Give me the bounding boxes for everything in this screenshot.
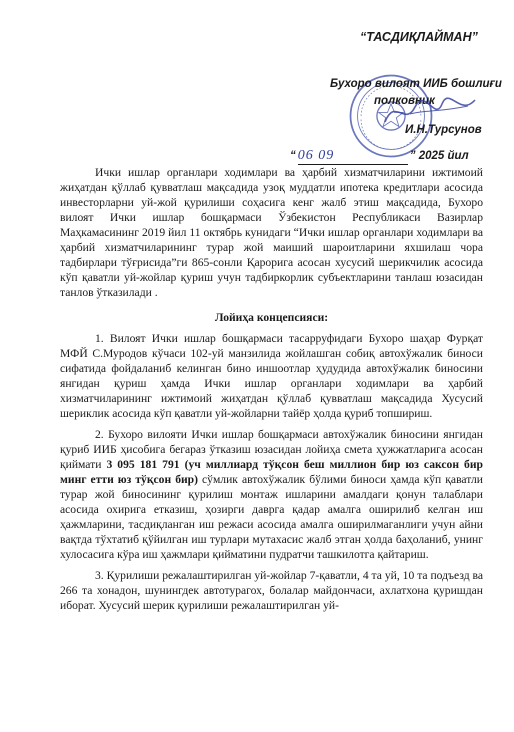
paragraph-2-amount: 3 095 181 791 (уч миллиард тўқсон беш миллион бир юз саксон бир минг етти юз тўқсон бир) xyxy=(60,458,483,486)
section-heading: Лойиҳа концепсияси: xyxy=(214,311,329,324)
paragraph-3: 3. Қурилиши режалаштирилган уй-жойлар 7-қаватли, 4 та уй, 10 та подъезд ва 266 та хонадон, шунингдек автотурагох, болалар майдончаси, ахлатхона қуришдан иборат. Хусусий шерик қурилиши режалаштирилган уй- xyxy=(60,569,483,612)
approval-block xyxy=(0,0,514,163)
paragraph-2 xyxy=(60,427,483,562)
date-handwritten: 06 09 xyxy=(297,148,335,163)
approval-date xyxy=(290,148,469,165)
paragraph-2-end: сўмлик автохўжалик бўлими биноси ҳамда кўп қаватли турар жой биносининг қурилиш монтаж ишларини амалдаги қонун талаблари асосида охирига етказиш, ҳозирги даврга қадар амалга оширилиб келган иш ҳажмларини, тасдиқланган иш режаси асосида амалга оширилмаганлиги учун айни вақтда тўхтатиб қўйилган иш турлари мутахасис жалб этган ҳолда баҳоланиб, унинг хулосасига кўра иш ҳажмлари қийматини пудратчи ташкилотга қайтариш. xyxy=(60,473,483,561)
intro-paragraph: Ички ишлар органлари ходимлари ва ҳарбий хизматчиларини ижтимоий жиҳатдан қўллаб қувватлаш мақсадида узоқ муддатли ипотека кредитлари асосида инвесторларни уй-жой қурилиши соҳасига кенг жалб этиш мақсадида, Бухоро вилоят Ички ишлар бошқармаси Ўзбекистон Республикаси Вазирлар Маҳкамасининг 2019 йил 11 октябрь кунидаги “Ички ишлар органлари ходимлари ва ҳарбий хизматчиларининг турар жой маиший шароитларини яхшилаш чора тадбирлари тўғрисида”ги 865-сонли Қарорига асосан хусусий шерикчилик асосида кўп қаватли уй-жойлар қуриш учун тадбиркорлик субъектларини танлаш юзасидан танлов ўтказилади . xyxy=(60,166,483,299)
approval-title: “ТАСДИҚЛАЙМАН” xyxy=(360,30,478,44)
date-quote-open: “ xyxy=(290,150,296,162)
approval-name: И.Н.Турсунов xyxy=(405,124,482,136)
paragraph-2-start: 2. Бухоро вилояти Ички ишлар бошқармаси автохўжалик биносини янгидан қуриб ИИБ ҳисобига бегараз ўтказиш юзасидан лойиҳа смета ҳужжатларига асосан қиймати xyxy=(60,428,483,471)
approval-rank: полковник xyxy=(374,95,435,107)
date-blank xyxy=(298,148,408,165)
approval-organization: Бухоро вилоят ИИБ бошлиғи xyxy=(330,78,502,90)
document-body xyxy=(60,165,483,613)
date-suffix: ” 2025 йил xyxy=(409,150,469,162)
paragraph-1: 1. Вилоят Ички ишлар бошқармаси тасарруфидаги Бухоро шаҳар Фурқат МФЙ С.Муродов кўчаси 102-уй манзилида жойлашган собиқ автохўжалик биноси сифатида фойдаланиб келинган бино иншоотлар ҳудудида автохўжалик биносини янгидан қуриш ҳамда Ички ишлар органлари ходимлари ва ҳарбий хизматчиларининг ижтимоий жиҳатдан қўллаб қувватлаш мақсадида Хусусий шериклик асосида кўп қаватли уй-жойларни тайёр ҳолда қуриб топшириш. xyxy=(60,332,483,420)
